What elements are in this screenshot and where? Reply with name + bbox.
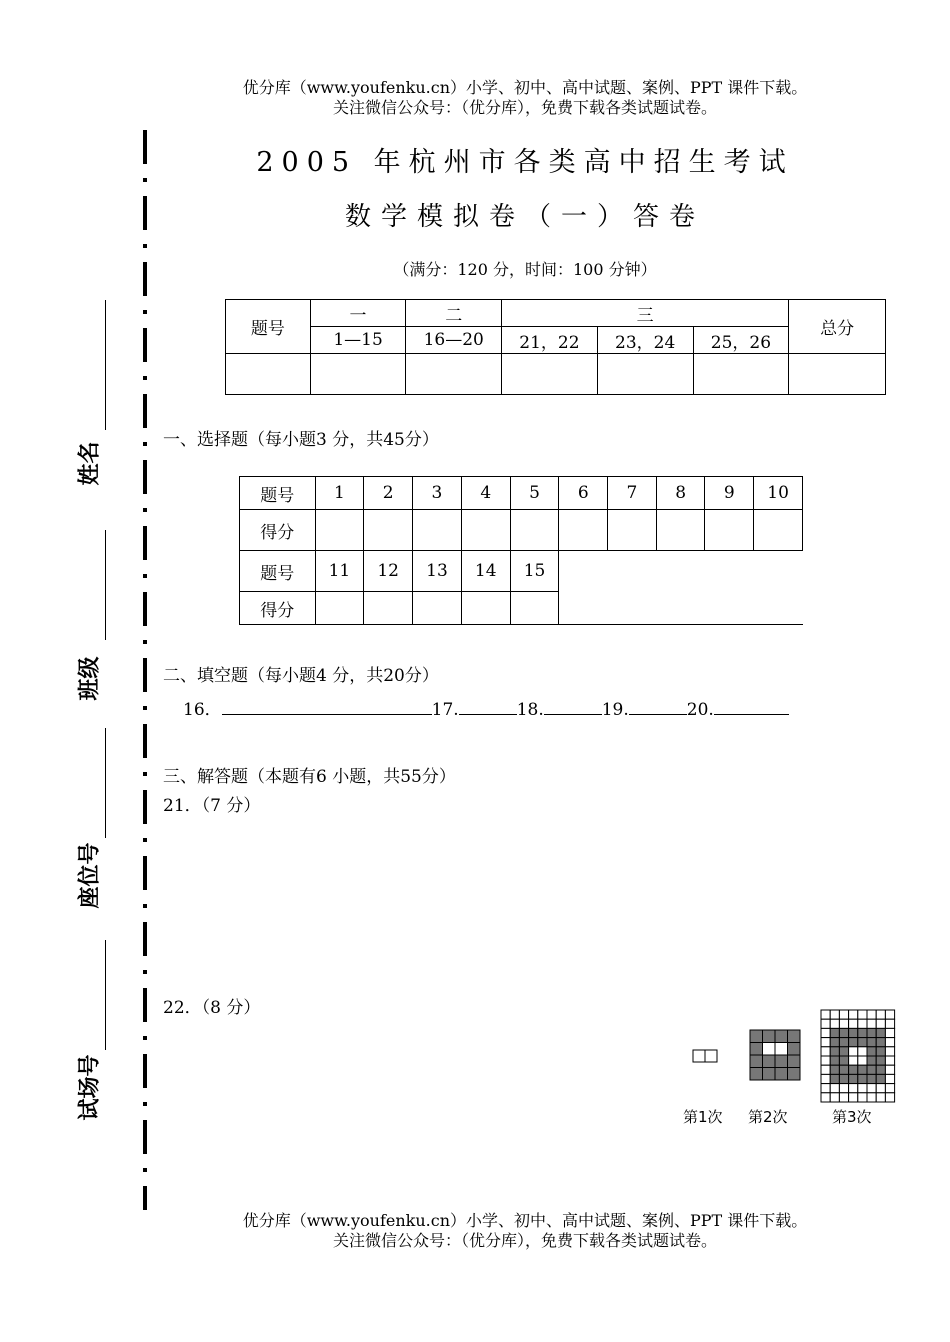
range-1: 1—15 (310, 327, 406, 354)
grid-square (821, 1056, 830, 1065)
answer-cell[interactable] (510, 510, 559, 551)
grid-square (876, 1056, 885, 1065)
q20-blank[interactable] (714, 697, 789, 715)
grid-square (885, 1056, 894, 1065)
grid-square (839, 1038, 848, 1047)
row-label: 题号 (240, 477, 316, 510)
grid-square (849, 1028, 858, 1037)
grid-square (821, 1047, 830, 1056)
grid-square (867, 1038, 876, 1047)
grid-square (775, 1043, 788, 1056)
question-number: 8 (656, 477, 705, 510)
grid-square (821, 1093, 830, 1102)
grid-square (788, 1055, 801, 1068)
question-number: 9 (705, 477, 754, 510)
subtitle: （满分：120 分，时间：100 分钟） (393, 260, 657, 279)
question-number: 1 (315, 477, 364, 510)
grid-square (821, 1074, 830, 1083)
grid-square (821, 1028, 830, 1037)
grid-square (876, 1047, 885, 1056)
grid-square (867, 1093, 876, 1102)
section3-heading: 三、解答题（本题有6 小题，共55分） (163, 767, 456, 787)
grid-square (839, 1047, 848, 1056)
grid-square (867, 1074, 876, 1083)
question-number: 2 (364, 477, 413, 510)
grid-square (830, 1065, 839, 1074)
grid-square (849, 1065, 858, 1074)
grid-square (867, 1065, 876, 1074)
grid-square (876, 1019, 885, 1028)
answer-cell[interactable] (413, 592, 462, 625)
grid-square (830, 1028, 839, 1037)
grid-square (876, 1038, 885, 1047)
grid-square (876, 1084, 885, 1093)
binding-line (130, 125, 160, 1215)
grid-square (858, 1028, 867, 1037)
grid-square (788, 1043, 801, 1056)
grid-square (788, 1030, 801, 1043)
grid-square (858, 1056, 867, 1065)
group-2: 二 (406, 300, 502, 327)
footer-line-1: 优分库（www.youfenku.cn）小学、初中、高中试题、案例、PPT 课件下载。 (242, 1211, 808, 1230)
grid-square (876, 1028, 885, 1037)
grid-square (830, 1047, 839, 1056)
question-number: 6 (559, 477, 608, 510)
grid-square (750, 1068, 763, 1081)
score-cell[interactable] (406, 354, 502, 395)
title-line-1: 2005 年杭州市各类高中招生考试 (256, 147, 794, 178)
grid-square (750, 1043, 763, 1056)
question-number: 12 (364, 551, 413, 592)
grid-square (867, 1084, 876, 1093)
grid-square (821, 1019, 830, 1028)
answer-cell[interactable] (364, 592, 413, 625)
question-number: 13 (413, 551, 462, 592)
choice-table (239, 476, 803, 625)
score-table-label: 题号 (226, 300, 311, 354)
fill-blank-row (183, 695, 789, 720)
score-label: 得分 (240, 510, 316, 551)
grid-square (867, 1010, 876, 1019)
class-label: 班级 (77, 656, 103, 701)
grid-square (750, 1030, 763, 1043)
grid-square (867, 1047, 876, 1056)
grid-square (839, 1019, 848, 1028)
grid-square (858, 1093, 867, 1102)
grid-square (876, 1065, 885, 1074)
range-3: 21，22 (502, 327, 598, 354)
grid-square (830, 1093, 839, 1102)
room-label: 试场号 (77, 1054, 103, 1121)
caption-step-3: 第3次 (832, 1108, 872, 1126)
grid-square (858, 1047, 867, 1056)
answer-cell[interactable] (364, 510, 413, 551)
grid-pattern-figure (690, 1008, 905, 1103)
score-cell[interactable] (789, 354, 886, 395)
header-line-2: 关注微信公众号：（优分库），免费下载各类试题试卷。 (332, 98, 717, 117)
grid-square (885, 1019, 894, 1028)
row-label: 题号 (240, 551, 316, 592)
q17-blank[interactable] (459, 697, 517, 715)
grid-square (849, 1038, 858, 1047)
grid-square (775, 1068, 788, 1081)
grid-square (821, 1084, 830, 1093)
grid-square (849, 1047, 858, 1056)
name-line (105, 300, 106, 430)
question-number: 10 (754, 477, 803, 510)
grid-square (830, 1074, 839, 1083)
score-cell[interactable] (226, 354, 311, 395)
score-cell[interactable] (502, 354, 598, 395)
q16-label: 16． (183, 700, 222, 720)
answer-cell[interactable] (461, 592, 510, 625)
answer-cell[interactable] (754, 510, 803, 551)
seat-line (105, 728, 106, 838)
group-3: 三 (502, 300, 789, 327)
q20-label: 20. (686, 700, 714, 720)
grid-square (849, 1056, 858, 1065)
pattern-step-2 (750, 1030, 800, 1080)
grid-square (858, 1084, 867, 1093)
question-21: 21．（7 分） (163, 796, 261, 816)
grid-square (885, 1047, 894, 1056)
answer-cell[interactable] (705, 510, 754, 551)
class-line (105, 530, 106, 640)
answer-cell[interactable] (315, 592, 364, 625)
answer-cell[interactable] (315, 510, 364, 551)
grid-square (763, 1068, 776, 1081)
grid-square (788, 1068, 801, 1081)
grid-square (849, 1093, 858, 1102)
question-number: 14 (461, 551, 510, 592)
grid-square (885, 1084, 894, 1093)
grid-square (705, 1050, 717, 1062)
grid-square (763, 1043, 776, 1056)
seat-label: 座位号 (77, 842, 103, 909)
grid-square (885, 1065, 894, 1074)
grid-square (858, 1074, 867, 1083)
grid-square (885, 1028, 894, 1037)
grid-square (876, 1010, 885, 1019)
score-label: 得分 (240, 592, 316, 625)
grid-square (839, 1028, 848, 1037)
section1-heading: 一、选择题（每小题3 分，共45分） (163, 430, 439, 450)
grid-square (763, 1055, 776, 1068)
grid-square (830, 1084, 839, 1093)
range-5: 25，26 (693, 327, 789, 354)
grid-square (885, 1074, 894, 1083)
grid-square (858, 1019, 867, 1028)
question-number: 11 (315, 551, 364, 592)
pattern-step-1 (693, 1050, 717, 1062)
grid-square (750, 1055, 763, 1068)
empty-area (559, 551, 803, 625)
grid-square (821, 1038, 830, 1047)
answer-cell[interactable] (656, 510, 705, 551)
title-line-2: 数学模拟卷（一）答卷 (344, 202, 705, 232)
group-1: 一 (310, 300, 406, 327)
grid-square (775, 1055, 788, 1068)
q16-blank[interactable] (222, 697, 432, 715)
question-number: 15 (510, 551, 559, 592)
grid-square (885, 1093, 894, 1102)
section2-heading: 二、填空题（每小题4 分，共20分） (163, 666, 439, 686)
grid-square (821, 1010, 830, 1019)
q18-label: 18. (516, 700, 544, 720)
grid-square (876, 1074, 885, 1083)
grid-square (830, 1056, 839, 1065)
room-line (105, 940, 106, 1050)
caption-step-2: 第2次 (748, 1108, 788, 1126)
grid-square (867, 1028, 876, 1037)
grid-square (839, 1010, 848, 1019)
name-label: 姓名 (77, 441, 103, 486)
question-number: 5 (510, 477, 559, 510)
answer-cell[interactable] (559, 510, 608, 551)
answer-cell[interactable] (461, 510, 510, 551)
grid-square (867, 1056, 876, 1065)
question-number: 7 (608, 477, 657, 510)
q18-blank[interactable] (544, 697, 602, 715)
grid-square (775, 1030, 788, 1043)
grid-square (821, 1065, 830, 1074)
grid-square (885, 1038, 894, 1047)
grid-square (867, 1019, 876, 1028)
grid-square (839, 1056, 848, 1065)
grid-square (885, 1010, 894, 1019)
grid-square (876, 1093, 885, 1102)
grid-square (693, 1050, 705, 1062)
score-table (225, 299, 886, 395)
q19-label: 19. (601, 700, 629, 720)
grid-square (830, 1038, 839, 1047)
pattern-step-3 (821, 1010, 895, 1102)
grid-square (839, 1074, 848, 1083)
grid-square (858, 1038, 867, 1047)
q17-label: 17. (431, 700, 459, 720)
score-cell[interactable] (693, 354, 789, 395)
grid-square (830, 1019, 839, 1028)
question-number: 3 (413, 477, 462, 510)
answer-cell[interactable] (608, 510, 657, 551)
question-22: 22．（8 分） (163, 998, 261, 1018)
grid-square (839, 1084, 848, 1093)
grid-square (763, 1030, 776, 1043)
footer-line-2: 关注微信公众号：（优分库），免费下载各类试题试卷。 (332, 1231, 717, 1250)
range-4: 23，24 (597, 327, 693, 354)
grid-square (849, 1074, 858, 1083)
total-label: 总分 (789, 300, 886, 354)
score-cell[interactable] (310, 354, 406, 395)
header-line-1: 优分库（www.youfenku.cn）小学、初中、高中试题、案例、PPT 课件下载。 (242, 78, 808, 97)
grid-square (839, 1093, 848, 1102)
question-number: 4 (461, 477, 510, 510)
grid-square (830, 1010, 839, 1019)
score-cell[interactable] (597, 354, 693, 395)
caption-step-1: 第1次 (683, 1108, 723, 1126)
grid-square (849, 1084, 858, 1093)
grid-square (839, 1065, 848, 1074)
range-2: 16—20 (406, 327, 502, 354)
grid-square (849, 1019, 858, 1028)
q19-blank[interactable] (629, 697, 687, 715)
answer-cell[interactable] (510, 592, 559, 625)
grid-square (849, 1010, 858, 1019)
answer-cell[interactable] (413, 510, 462, 551)
grid-square (858, 1010, 867, 1019)
grid-square (858, 1065, 867, 1074)
